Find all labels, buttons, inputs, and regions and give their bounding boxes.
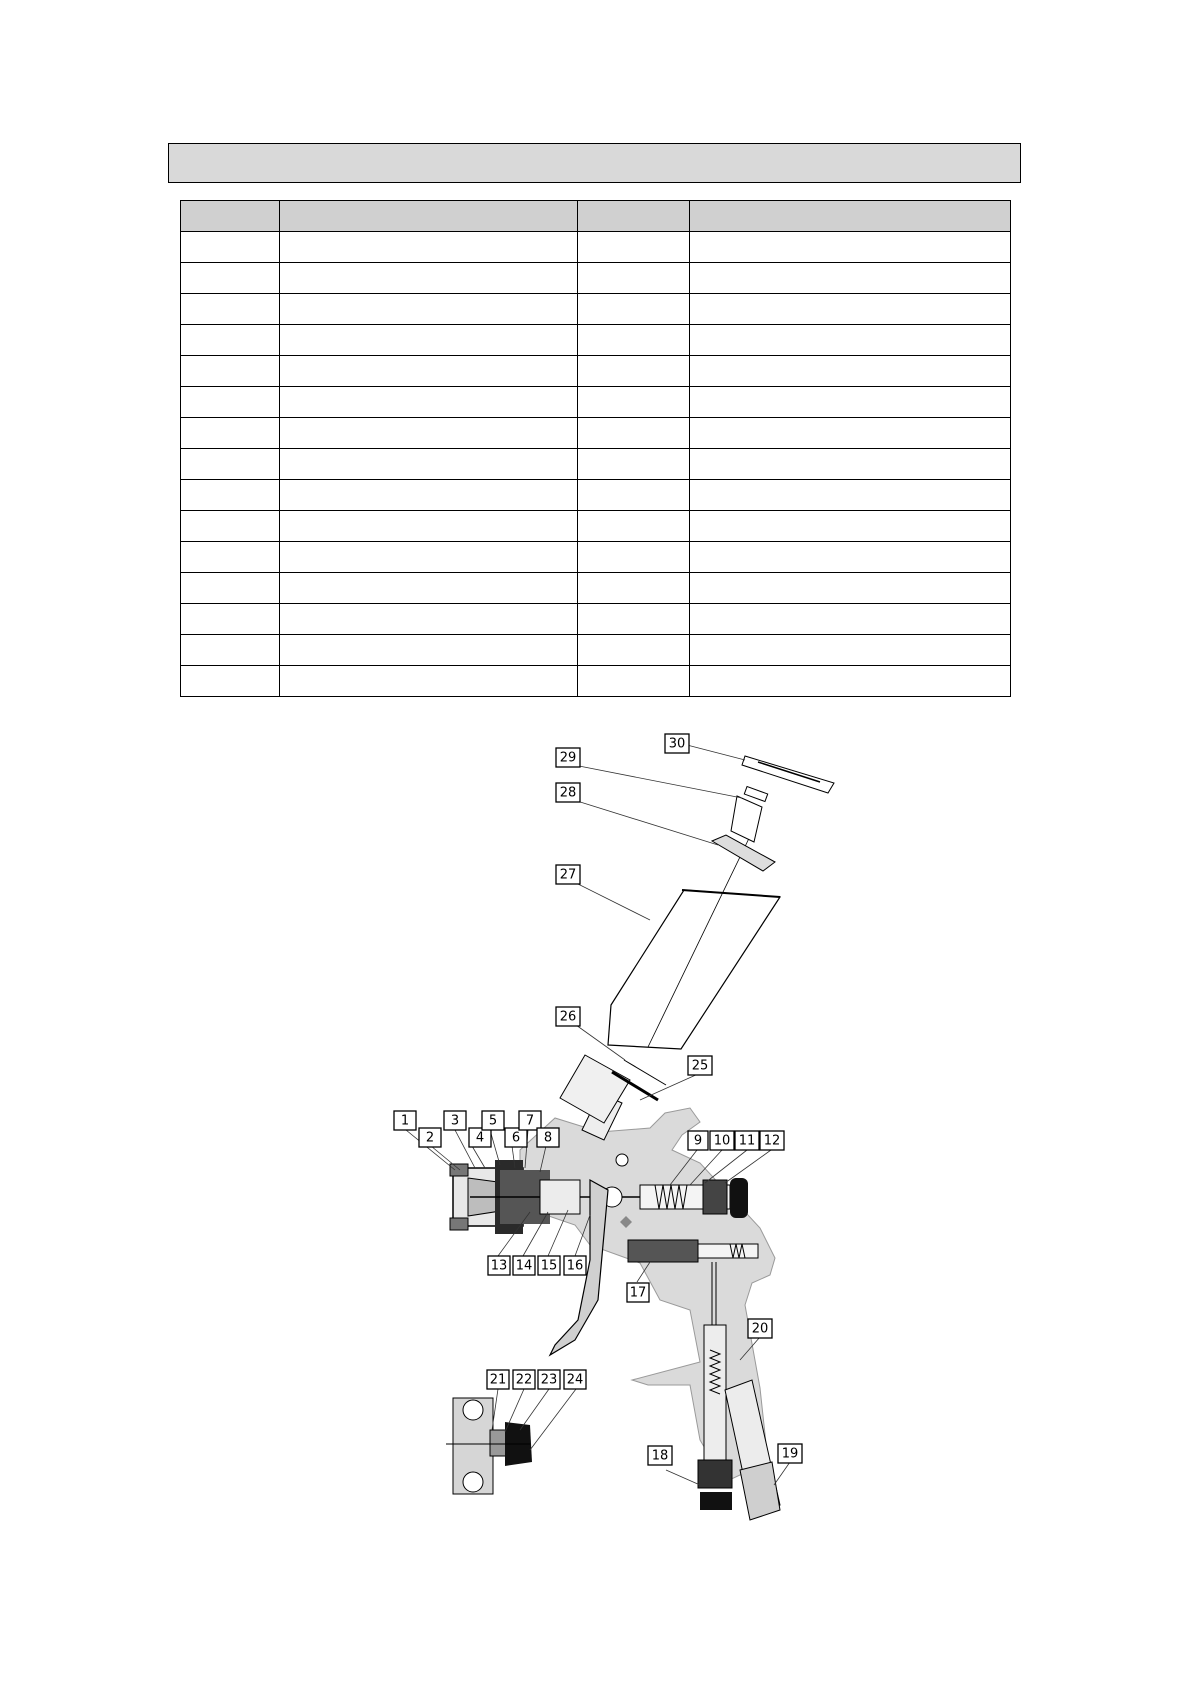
part-label-text: 13: [490, 1258, 508, 1274]
part-label-text: 27: [559, 867, 577, 883]
part-label-text: 2: [425, 1130, 435, 1146]
part-label-text: 22: [515, 1372, 533, 1388]
part-label-text: 19: [781, 1446, 799, 1462]
part-label-8: [537, 1128, 559, 1147]
part-label-17: [627, 1283, 649, 1302]
part-label-text: 25: [691, 1058, 709, 1074]
part-label-text: 9: [693, 1133, 703, 1149]
part-label-12: [760, 1131, 784, 1150]
part-label-text: 15: [540, 1258, 558, 1274]
part-label-11: [735, 1131, 759, 1150]
part-label-15: [538, 1256, 560, 1275]
cup-lid: [712, 756, 834, 871]
part-label-text: 8: [543, 1130, 553, 1146]
part-label-7: [519, 1111, 541, 1130]
part-label-text: 17: [629, 1285, 647, 1301]
part-label-text: 7: [525, 1113, 535, 1129]
part-label-13: [488, 1256, 510, 1275]
part-label-text: 1: [400, 1113, 410, 1129]
part-label-text: 26: [559, 1009, 577, 1025]
part-label-text: 18: [651, 1448, 669, 1464]
part-label-10: [710, 1131, 734, 1150]
part-label-18: [648, 1446, 672, 1465]
part-label-23: [538, 1370, 560, 1389]
part-label-text: 24: [566, 1372, 584, 1388]
part-label-text: 5: [488, 1113, 498, 1129]
part-label-text: 21: [489, 1372, 507, 1388]
part-label-16: [564, 1256, 586, 1275]
part-label-28: [556, 783, 580, 802]
part-label-text: 12: [763, 1133, 781, 1149]
part-label-text: 4: [475, 1130, 485, 1146]
part-label-29: [556, 748, 580, 767]
part-label-14: [513, 1256, 535, 1275]
part-label-19: [778, 1444, 802, 1463]
part-label-text: 16: [566, 1258, 584, 1274]
part-label-text: 10: [713, 1133, 731, 1149]
part-label-6: [505, 1128, 527, 1147]
part-label-3: [444, 1111, 466, 1130]
part-label-22: [513, 1370, 535, 1389]
part-label-20: [748, 1319, 772, 1338]
part-label-24: [564, 1370, 586, 1389]
part-label-27: [556, 865, 580, 884]
part-label-2: [419, 1128, 441, 1147]
part-label-26: [556, 1007, 580, 1026]
part-label-9: [688, 1131, 708, 1150]
part-label-1: [394, 1111, 416, 1130]
part-label-text: 14: [515, 1258, 533, 1274]
part-label-text: 3: [450, 1113, 460, 1129]
part-label-text: 20: [751, 1321, 769, 1337]
part-label-21: [487, 1370, 509, 1389]
part-label-text: 11: [738, 1133, 756, 1149]
part-label-30: [665, 734, 689, 753]
part-label-5: [482, 1111, 504, 1130]
pattern-valve-detail: [446, 1398, 532, 1494]
part-label-text: 29: [559, 750, 577, 766]
part-label-text: 30: [668, 736, 686, 752]
part-label-text: 6: [511, 1130, 521, 1146]
part-label-text: 28: [559, 785, 577, 801]
part-label-text: 23: [540, 1372, 558, 1388]
part-label-25: [688, 1056, 712, 1075]
part-label-4: [469, 1128, 491, 1147]
